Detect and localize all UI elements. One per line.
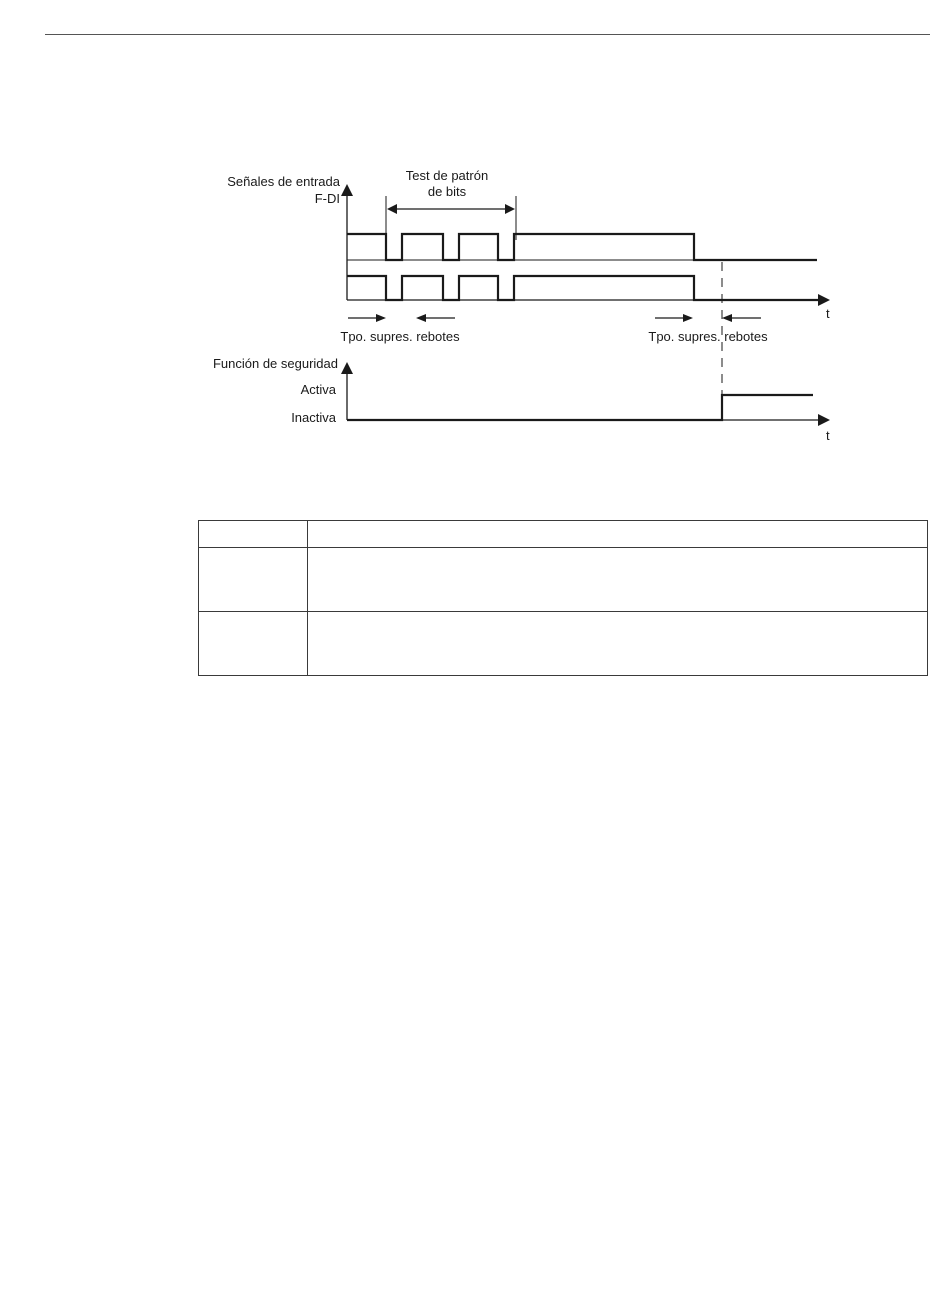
debounce-time-label-right: Tpo. supres. rebotes	[648, 329, 768, 344]
debounce-right-arrowhead-in	[683, 314, 693, 322]
table-cell	[199, 521, 308, 548]
parameter-table	[198, 520, 928, 676]
table-cell	[308, 612, 928, 676]
lower-time-axis-arrow	[818, 414, 830, 426]
debounce-left-arrowhead-out	[416, 314, 426, 322]
fdi-signal-2	[347, 276, 820, 300]
fdi-signal-1	[347, 234, 817, 260]
table-cell	[308, 521, 928, 548]
test-extent-arrowhead-right	[505, 204, 515, 214]
bit-pattern-test-label-2: de bits	[427, 184, 467, 199]
input-signals-title: Señales de entrada	[227, 174, 340, 189]
test-extent-arrowhead-left	[387, 204, 397, 214]
debounce-left-arrowhead-in	[376, 314, 386, 322]
bit-pattern-test-label: Test de patrón	[405, 168, 489, 183]
level-inactive-label: Inactiva	[291, 410, 336, 425]
table-row	[199, 548, 928, 612]
timing-diagram	[0, 0, 950, 470]
upper-time-axis-arrow	[818, 294, 830, 306]
table-cell	[199, 548, 308, 612]
debounce-right-arrowhead-out	[722, 314, 732, 322]
safety-function-signal	[347, 395, 813, 420]
table-cell	[199, 612, 308, 676]
lower-time-axis-label: t	[826, 428, 830, 443]
level-active-label: Activa	[300, 382, 336, 397]
lower-y-axis-arrow	[341, 362, 353, 374]
safety-function-title: Función de seguridad	[212, 356, 338, 371]
input-signals-subtitle: F-DI	[314, 191, 340, 206]
table-header-row	[199, 521, 928, 548]
table-row	[199, 612, 928, 676]
upper-y-axis-arrow	[341, 184, 353, 196]
debounce-time-label-left: Tpo. supres. rebotes	[340, 329, 460, 344]
table-cell	[308, 548, 928, 612]
upper-time-axis-label: t	[826, 306, 830, 321]
